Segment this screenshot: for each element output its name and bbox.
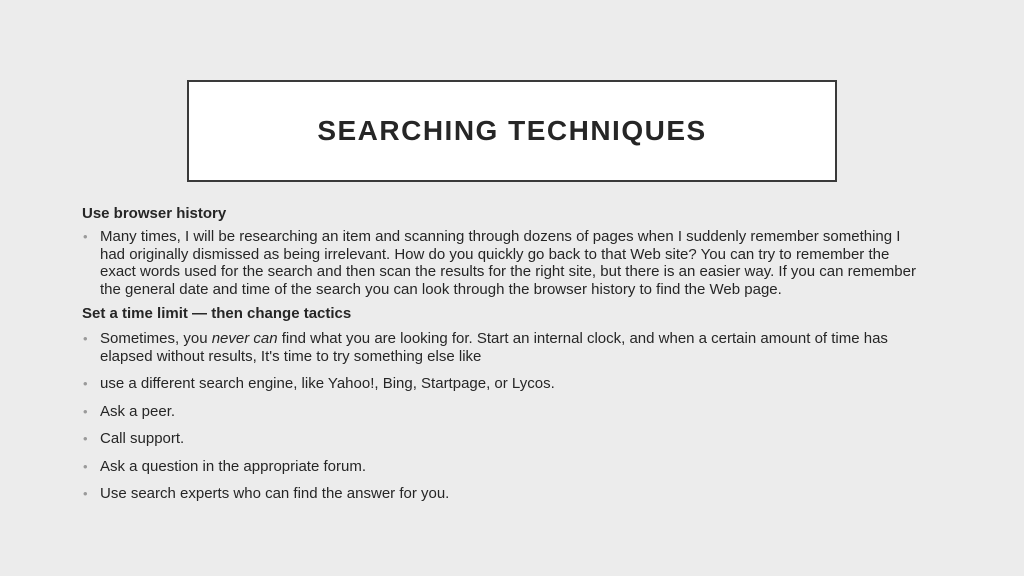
list-item-text: Many times, I will be researching an item and scanning through dozens of pages when I suddenly remember something I had originally dismissed as being irrelevant. How do you quickly go back to that Web site? You can try to remember the exact words used for the search and then scan the results for the right site, but there is an easier way. If you can remember the general date and time of the search you can look through the browser history to find the Web page. — [100, 228, 916, 298]
list-item — [82, 485, 922, 503]
slide-title: SEARCHING TECHNIQUES — [317, 115, 707, 146]
list-item — [82, 330, 922, 365]
list-item — [82, 375, 922, 393]
list-item-text: Use search experts who can find the answer for you. — [100, 485, 450, 502]
bullet-icon: • — [83, 229, 88, 244]
list-item — [82, 228, 922, 298]
bullet-icon: • — [83, 486, 88, 501]
bullet-icon: • — [83, 376, 88, 391]
title-box — [187, 80, 837, 182]
list-item-text: Call support. — [100, 430, 185, 447]
section-heading-browser-history: Use browser history — [82, 205, 227, 222]
list-item — [82, 403, 922, 421]
list-item-text-prefix: Sometimes, you — [100, 330, 212, 347]
list-item-text: Ask a peer. — [100, 402, 176, 420]
bullet-icon: • — [83, 331, 88, 346]
bullet-icon: • — [83, 431, 88, 446]
list-item-text: Ask a question in the appropriate forum. — [100, 457, 366, 475]
list-item — [82, 430, 922, 448]
section-heading-time-limit: Set a time limit — then change tactics — [82, 305, 352, 322]
list-item-text: use a different search engine, like Yahoo!, Bing, Startpage, or Lycos. — [100, 375, 555, 392]
list-item-text-italic: never can — [211, 330, 278, 347]
slide-content — [82, 204, 922, 513]
bullet-icon: • — [83, 458, 88, 474]
bullet-icon: • — [83, 403, 88, 419]
time-limit-list — [82, 330, 922, 503]
list-item — [82, 458, 922, 476]
browser-history-list — [82, 228, 922, 298]
list-item-text-suffix: find what you are looking for. Start an internal clock, and when a certain amount of time has elapsed without results, It's time to try something else like — [100, 330, 888, 365]
